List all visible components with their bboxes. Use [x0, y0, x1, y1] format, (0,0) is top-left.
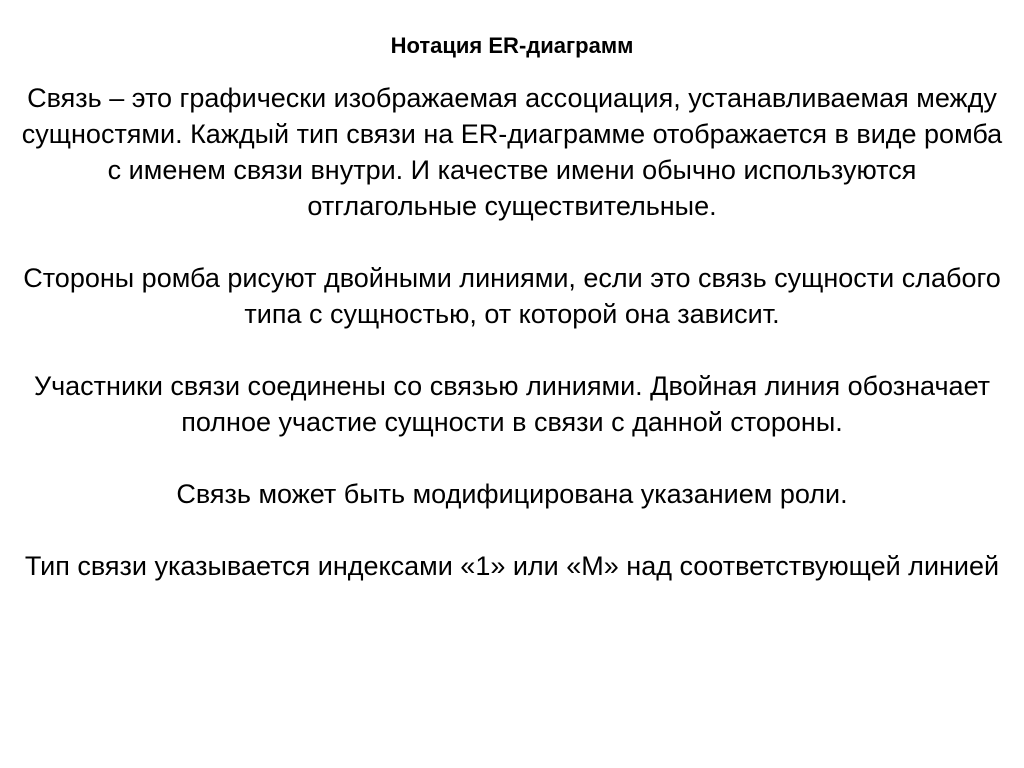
paragraph-role: Связь может быть модифицирована указанием роли.	[176, 479, 848, 509]
paragraph-relationship-definition: Связь – это графически изображаемая ассоциация, устанавливаемая между сущностями. Каждый тип связи на ER-диаграмме отображается в виде ромба с именем связи внутри. И качестве имени обычно используются отглагольные существительные.	[21, 83, 1003, 221]
paragraph-double-lines-weak-entity: Стороны ромба рисуют двойными линиями, если это связь сущности слабого типа с сущностью, от которой она зависит.	[23, 263, 1001, 329]
slide-body	[20, 80, 1004, 584]
slide-title: Нотация ER-диаграмм	[390, 33, 634, 58]
paragraph-cardinality: Тип связи указывается индексами «1» или «М» над соответствующей линией	[24, 551, 1000, 581]
paragraph-participants: Участники связи соединены со связью линиями. Двойная линия обозначает полное участие сущности в связи с данной стороны.	[33, 371, 991, 437]
